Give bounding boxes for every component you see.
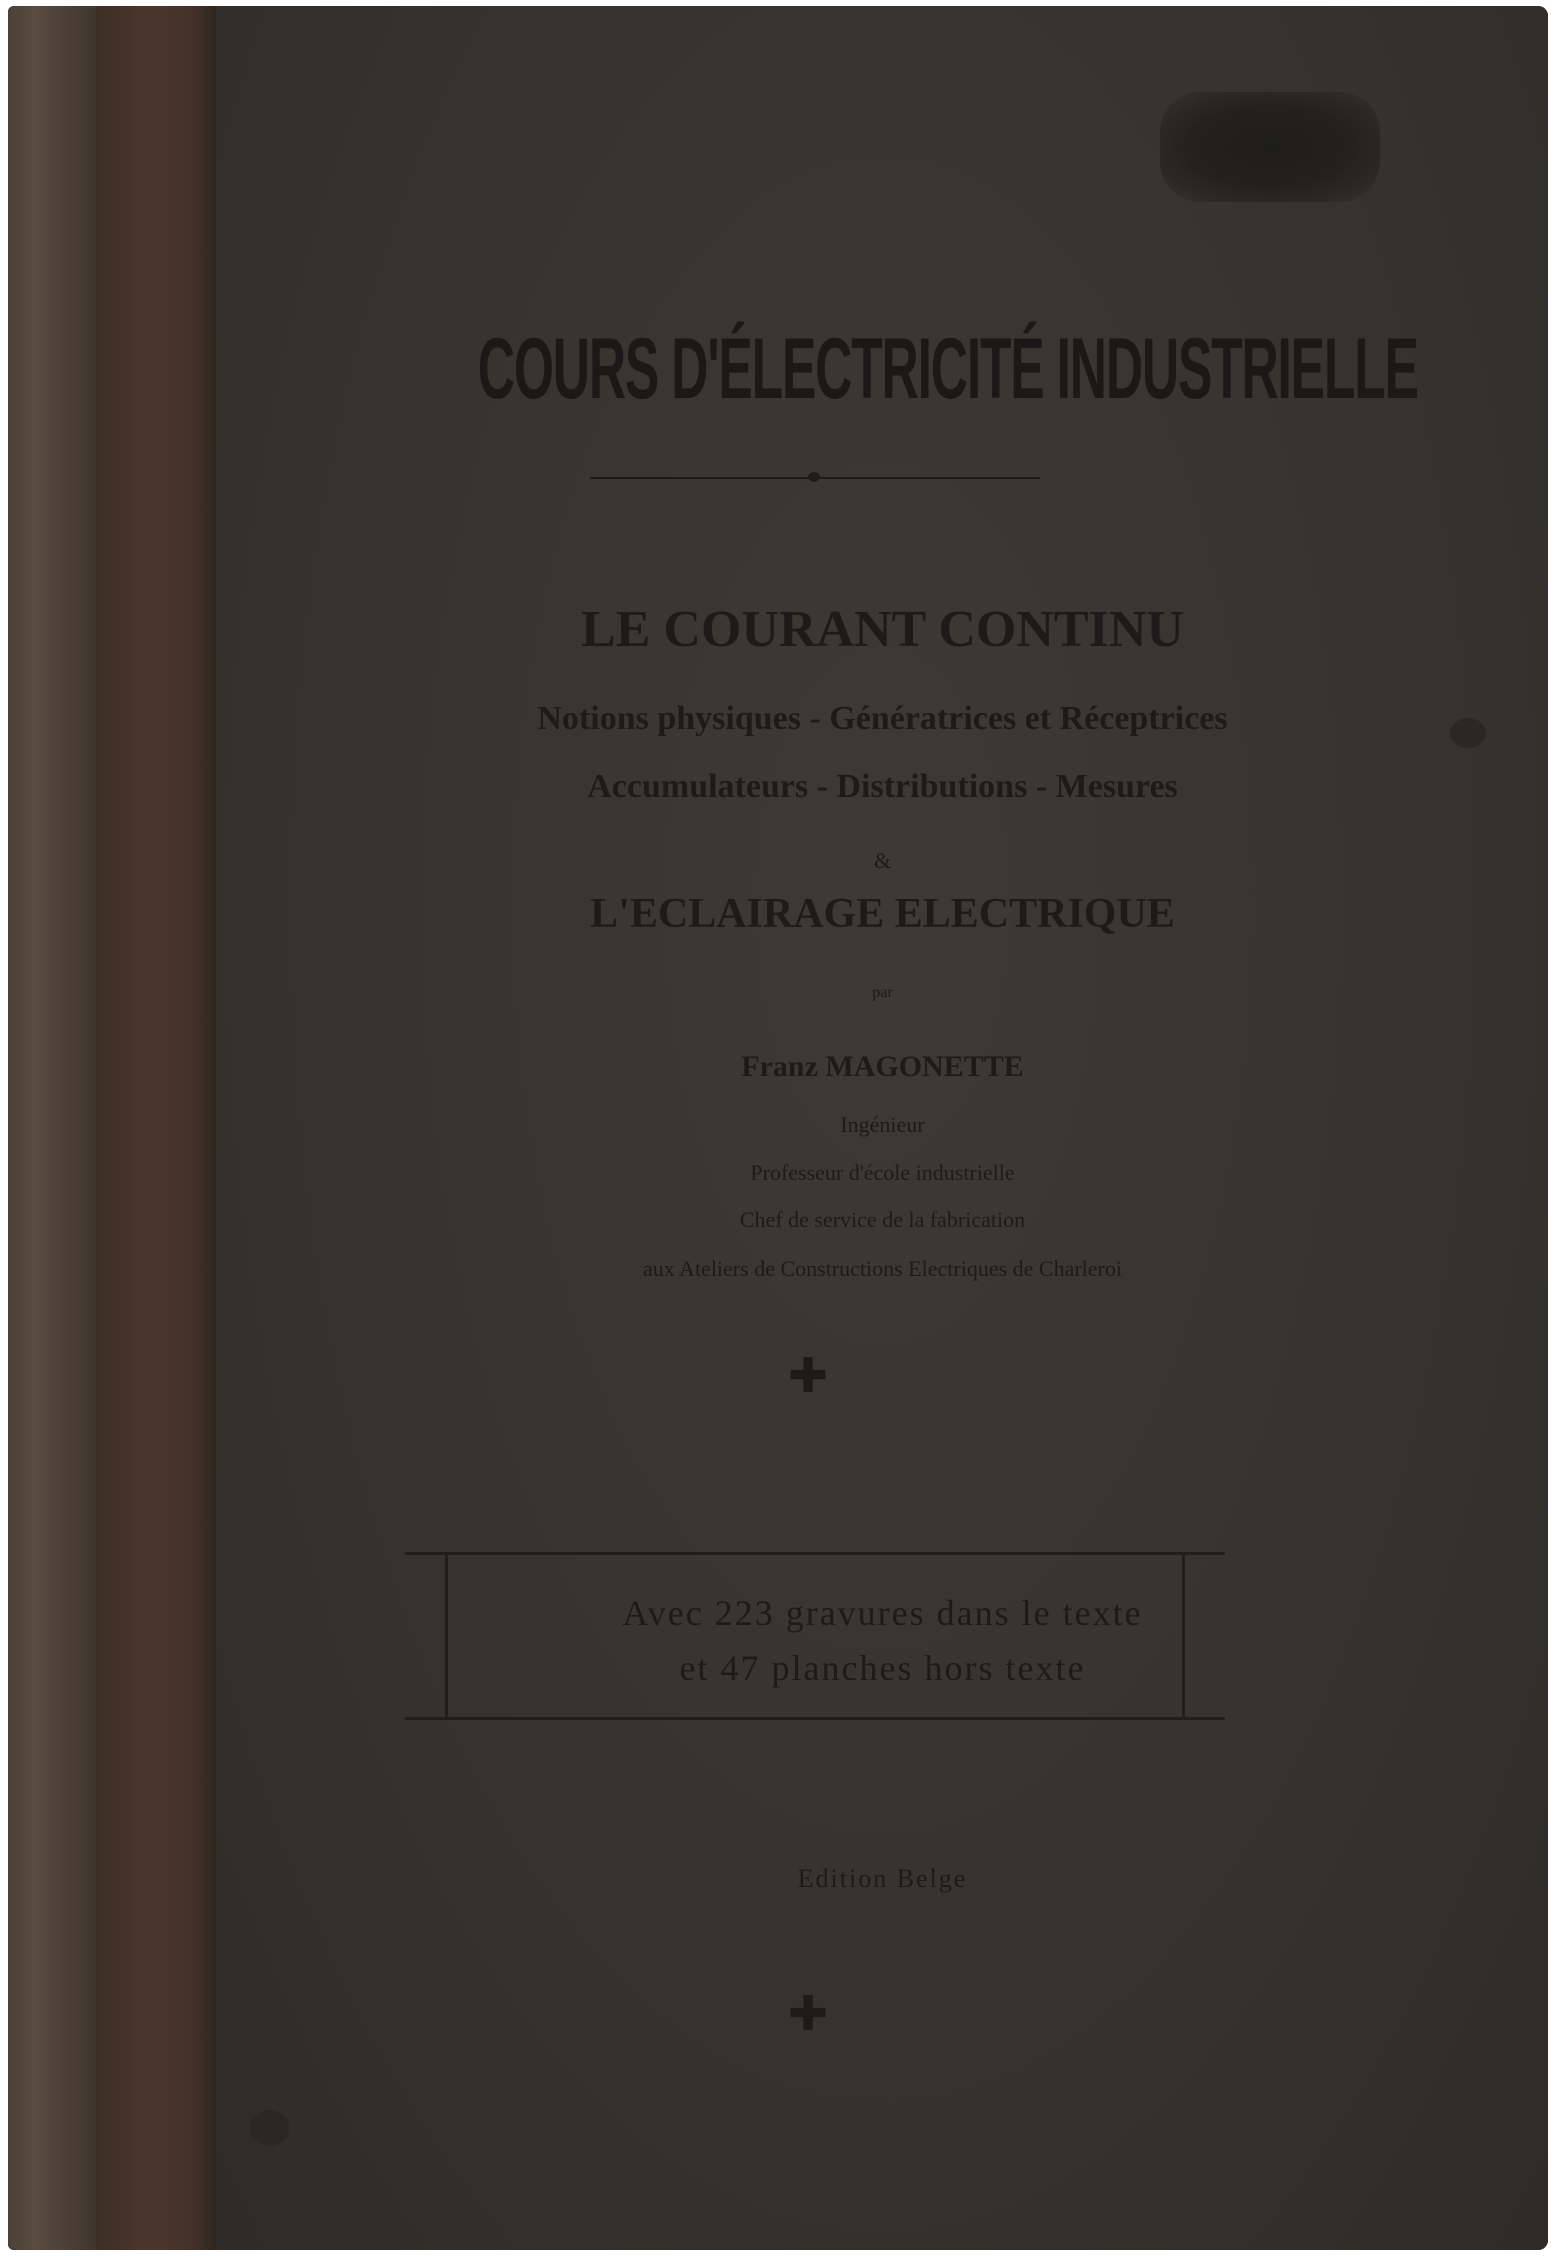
spine-edge	[8, 6, 96, 2250]
illustrations-line-2: et 47 planches hors texte	[679, 1648, 1086, 1688]
stain-spot	[250, 2110, 290, 2146]
spine-cloth-band	[96, 6, 216, 2250]
frame-bottom-rule	[405, 1717, 1225, 1720]
edition-label: Edition Belge	[797, 1864, 968, 1893]
book-subtitle: LE COURANT CONTINU	[581, 601, 1184, 658]
library-stamp-icon	[1160, 92, 1380, 202]
book-title: COURS D'ÉLECTRICITÉ INDUSTRIELLE	[477, 321, 1418, 417]
illustrations-line-1: Avec 223 gravures dans le texte	[622, 1593, 1143, 1633]
author-role-3: Chef de service de la fabrication	[739, 1207, 1026, 1232]
author-name: Franz MAGONETTE	[741, 1050, 1024, 1083]
topics-line-2: Accumulateurs - Distributions - Mesures	[587, 768, 1178, 805]
ampersand: &	[873, 848, 892, 873]
author-role-2: Professeur d'école industrielle	[750, 1160, 1015, 1185]
author-role-4: aux Ateliers de Constructions Electriques de Charleroi	[643, 1256, 1122, 1281]
rule-ornament-icon	[808, 472, 820, 482]
cross-ornament-icon: ✚	[788, 1986, 829, 2042]
book-subtitle-2: L'ECLAIRAGE ELECTRIQUE	[590, 891, 1175, 937]
author-role-1: Ingénieur	[840, 1112, 925, 1137]
cross-ornament-icon: ✚	[788, 1348, 829, 1404]
by-label: par	[872, 984, 893, 1001]
topics-line-1: Notions physiques - Génératrices et Réceptrices	[537, 700, 1228, 737]
illustrations-frame	[445, 1555, 1185, 1717]
